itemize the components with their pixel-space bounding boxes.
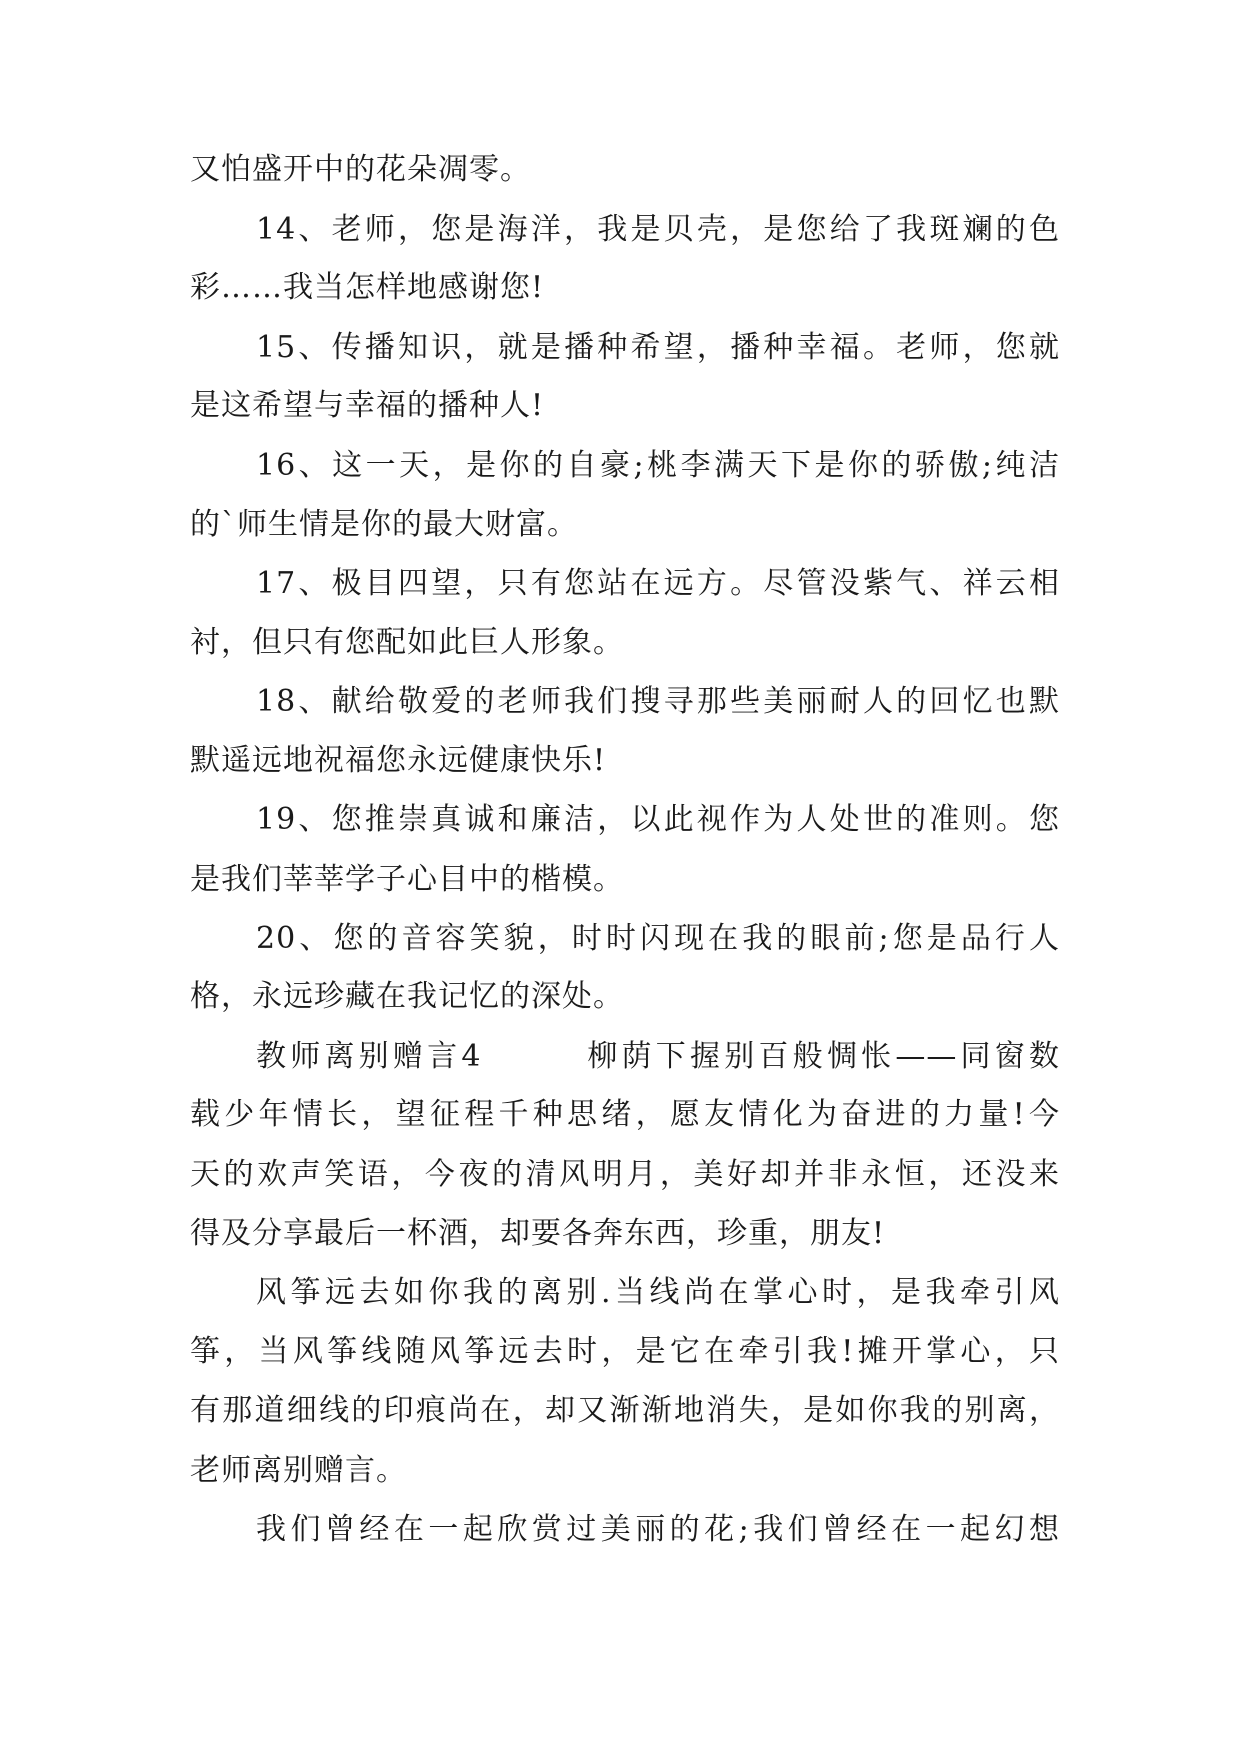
text-line: 14、老师，您是海洋，我是贝壳，是您给了我斑斓的色 [256, 212, 1060, 247]
text-line: 风筝远去如你我的离别.当线尚在掌心时，是我牵引风 [256, 1275, 1060, 1310]
text-line: 16、这一天，是你的自豪;桃李满天下是你的骄傲;纯洁 [256, 448, 1060, 483]
text-line: 是我们莘莘学子心目中的楷模。 [190, 862, 624, 897]
text-line: 是这希望与幸福的播种人! [190, 388, 545, 423]
text-line: 18、献给敬爱的老师我们搜寻那些美丽耐人的回忆也默 [256, 684, 1060, 719]
text-line: 得及分享最后一杯酒，却要各奔东西，珍重，朋友! [190, 1216, 886, 1251]
text-line: 老师离别赠言。 [190, 1453, 407, 1488]
text-line: 衬，但只有您配如此巨人形象。 [190, 625, 624, 660]
text-line: 天的欢声笑语，今夜的清风明月，美好却并非永恒，还没来 [190, 1157, 1060, 1192]
text-line: 又怕盛开中的花朵凋零。 [190, 152, 531, 187]
text-line: 教师离别赠言4 柳荫下握别百般惆怅——同窗数 [256, 1039, 1060, 1074]
text-line: 有那道细线的印痕尚在，却又渐渐地消失，是如你我的别离， [190, 1393, 1060, 1428]
text-line: 载少年情长，望征程千种思绪，愿友情化为奋进的力量!今 [190, 1097, 1060, 1132]
text-line: 20、您的音容笑貌，时时闪现在我的眼前;您是品行人 [256, 921, 1060, 956]
text-line: 彩……我当怎样地感谢您! [190, 270, 545, 305]
text-line: 默遥远地祝福您永远健康快乐! [190, 743, 607, 778]
text-line: 的`师生情是你的最大财富。 [190, 507, 578, 542]
text-line: 17、极目四望，只有您站在远方。尽管没紫气、祥云相 [256, 566, 1060, 601]
text-line: 19、您推崇真诚和廉洁，以此视作为人处世的准则。您 [256, 802, 1060, 837]
text-line: 我们曾经在一起欣赏过美丽的花;我们曾经在一起幻想 [256, 1512, 1060, 1547]
text-line: 筝，当风筝线随风筝远去时，是它在牵引我!摊开掌心，只 [190, 1334, 1060, 1369]
text-line: 格，永远珍藏在我记忆的深处。 [190, 979, 624, 1014]
text-line: 15、传播知识，就是播种希望，播种幸福。老师，您就 [256, 330, 1060, 365]
